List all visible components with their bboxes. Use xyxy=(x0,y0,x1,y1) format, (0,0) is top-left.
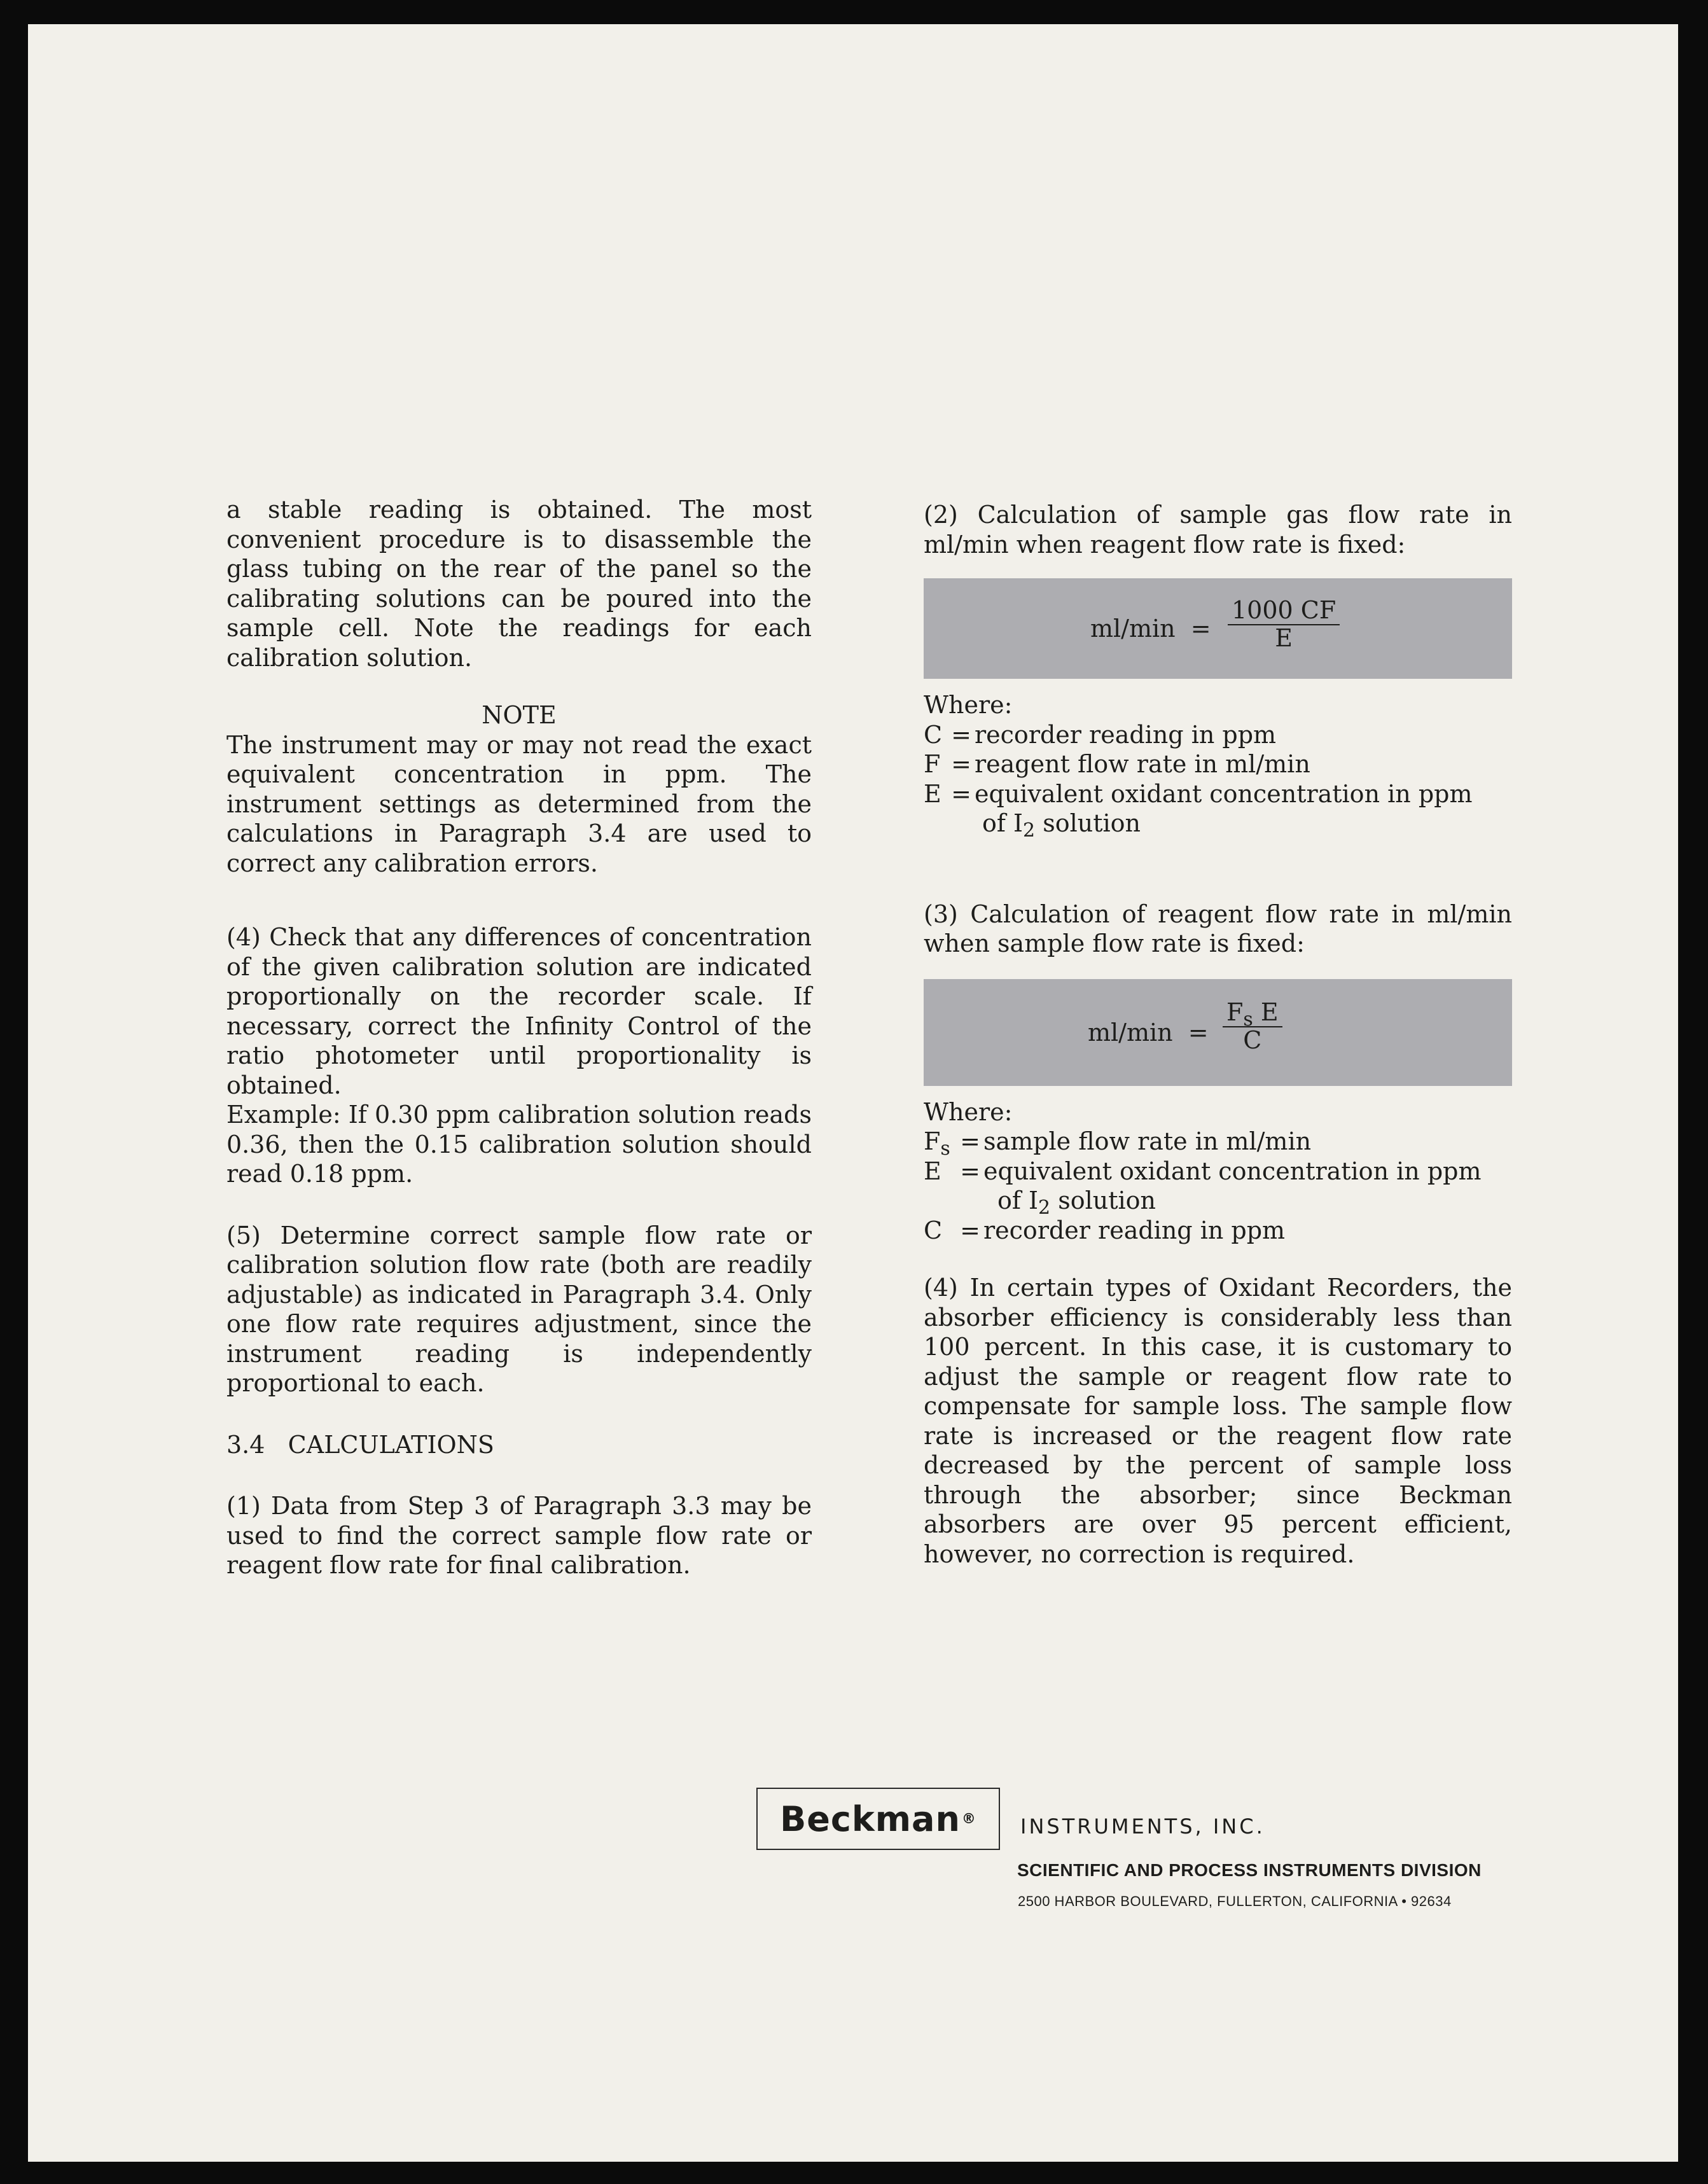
definition-equals: = xyxy=(960,1127,980,1155)
company-name: INSTRUMENTS, INC. xyxy=(1020,1814,1265,1839)
subscript: 2 xyxy=(1023,819,1036,842)
definition-symbol xyxy=(924,1127,957,1160)
definition-equals: = xyxy=(960,1157,980,1185)
definition-continuation xyxy=(924,1186,1512,1219)
formula-box-1 xyxy=(924,578,1512,679)
subscript: s xyxy=(1243,1008,1253,1031)
continuation-text: of I xyxy=(982,809,1024,837)
formula-1-fraction xyxy=(1228,596,1340,651)
formula-1-lhs: ml/min = xyxy=(1090,614,1211,643)
calc-1-paragraph: (1) Data from Step 3 of Paragraph 3.3 may be used to find the correct sample flow rate or reagent flow rate for final calibration. xyxy=(226,1492,812,1579)
intro-paragraph: a stable reading is obtained. The most convenient procedure is to disassemble the glass tubing on the rear of the panel so the calibrating solutions can be poured into the sample cell. Note the readings for each calibration solution. xyxy=(226,496,812,672)
where-label-2: Where: xyxy=(924,1097,1013,1126)
subscript: 2 xyxy=(1038,1197,1051,1219)
registered-mark: ® xyxy=(961,1811,976,1827)
definition-text: recorder reading in ppm xyxy=(983,1216,1286,1244)
definition-equals: = xyxy=(951,720,971,749)
formula-box-2 xyxy=(924,979,1512,1086)
definition-text: reagent flow rate in ml/min xyxy=(975,750,1310,778)
calc-2-heading: (2) Calculation of sample gas flow rate in ml/min when reagent flow rate is fixed: xyxy=(924,501,1512,559)
definition-symbol: E xyxy=(924,779,941,808)
formula-2-denominator: C xyxy=(1243,1026,1262,1054)
definition-row xyxy=(924,1216,1512,1246)
definition-text: equivalent oxidant concentration in ppm xyxy=(975,779,1473,808)
right-column xyxy=(924,500,1512,1569)
definition-symbol: C xyxy=(924,1216,943,1244)
step-5-paragraph: (5) Determine correct sample flow rate or calibration solution flow rate (both are readily adjustable) as indicated in Paragraph 3.4. Only one flow rate requires adjustment, since the instrument reading is independently proportional to each. xyxy=(226,1221,812,1397)
definition-equals: = xyxy=(951,750,971,778)
definition-row xyxy=(924,1157,1512,1186)
definition-text: recorder reading in ppm xyxy=(975,720,1277,749)
definition-row xyxy=(924,779,1512,809)
definition-row xyxy=(924,1127,1512,1160)
definition-symbol: E xyxy=(924,1157,941,1185)
logo-wordmark: Beckman xyxy=(780,1798,961,1839)
subscript: s xyxy=(940,1137,950,1160)
formula-1-numerator: 1000 CF xyxy=(1228,596,1340,625)
calc-4-paragraph: (4) In certain types of Oxidant Recorders, the absorber efficiency is considerably less than 100 percent. In this case, it is customary to adjust the sample or reagent flow rate to compensate for sample loss. The sample flow rate is increased or the reagent flow rate decreased by the percent of sample loss through the absorber; since Beckman absorbers are over 95 percent efficient, however, no correction is required. xyxy=(924,1274,1512,1568)
definition-continuation xyxy=(924,809,1512,842)
note-title: NOTE xyxy=(482,701,557,729)
definition-equals: = xyxy=(951,779,971,808)
definition-equals: = xyxy=(960,1216,980,1244)
example-paragraph: Example: If 0.30 ppm calibration solution reads 0.36, then the 0.15 calibration solution should read 0.18 ppm. xyxy=(226,1101,812,1188)
definition-text: equivalent oxidant concentration in ppm xyxy=(983,1157,1482,1185)
definition-row xyxy=(924,749,1512,779)
step-4-paragraph: (4) Check that any differences of concentration of the given calibration solution are indicated proportionally on the recorder scale. If necessary, correct the Infinity Control of the ratio photometer until proportionality is obtained. xyxy=(226,923,812,1099)
continuation-text: solution xyxy=(1050,1186,1156,1214)
numerator-tail: E xyxy=(1253,998,1279,1026)
where-label-1: Where: xyxy=(924,691,1013,719)
definition-symbol: F xyxy=(924,750,941,778)
definition-text: sample flow rate in ml/min xyxy=(983,1127,1312,1155)
continuation-text: solution xyxy=(1035,809,1141,837)
formula-1-denominator: E xyxy=(1275,624,1293,652)
symbol-main: F xyxy=(924,1127,941,1155)
calc-3-heading: (3) Calculation of reagent flow rate in ml/min when sample flow rate is fixed: xyxy=(924,900,1512,957)
left-column xyxy=(226,495,812,1580)
division-name: SCIENTIFIC AND PROCESS INSTRUMENTS DIVISION xyxy=(1017,1860,1482,1880)
company-address: 2500 HARBOR BOULEVARD, FULLERTON, CALIFORNIA • 92634 xyxy=(1018,1893,1452,1909)
numerator-symbol: F xyxy=(1226,998,1244,1026)
definition-symbol: C xyxy=(924,720,943,749)
beckman-logo xyxy=(756,1788,1000,1850)
formula-2-fraction xyxy=(1223,998,1282,1053)
formula-2-numerator xyxy=(1223,998,1282,1031)
definitions-1 xyxy=(924,690,1512,842)
definitions-2 xyxy=(924,1097,1512,1246)
formula-2-lhs: ml/min = xyxy=(1088,1018,1209,1047)
continuation-text: of I xyxy=(997,1186,1039,1214)
section-heading: 3.4 CALCULATIONS xyxy=(226,1430,494,1459)
note-text: The instrument may or may not read the exact equivalent concentration in ppm. The instrument settings as determined from the calculations in Paragraph 3.4 are used to correct any calibration errors. xyxy=(226,730,812,877)
definition-row xyxy=(924,720,1512,750)
